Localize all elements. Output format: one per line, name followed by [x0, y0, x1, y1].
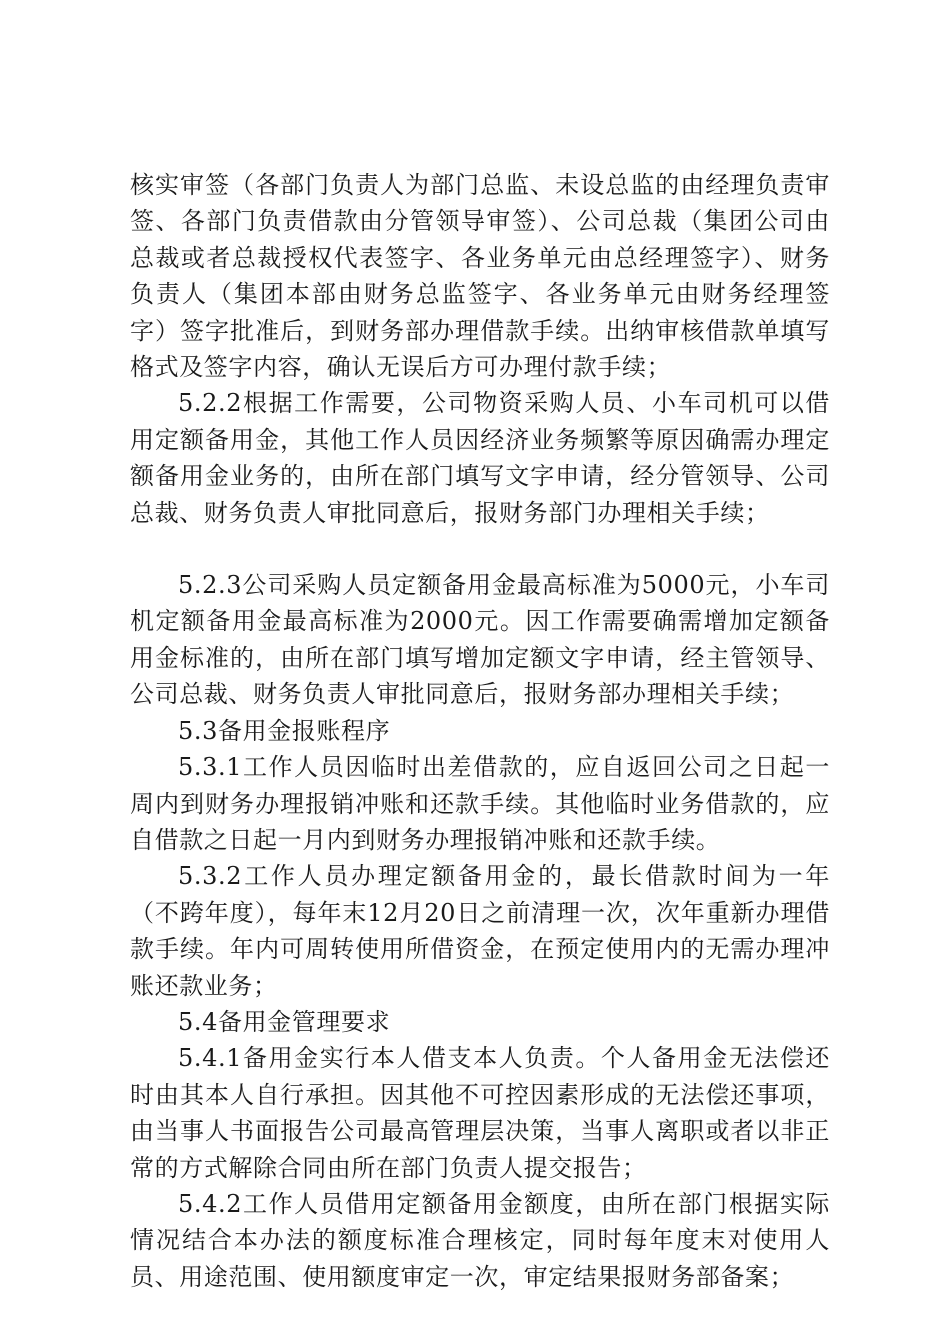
paragraph-5-4-1: 5.4.1备用金实行本人借支本人负责。个人备用金无法偿还时由其本人自行承担。因其他不可控因素形成的无法偿还事项，由当事人书面报告公司最高管理层决策，当事人离职或者以非正常的方式解除合同由所在部门负责人提交报告； — [130, 1044, 830, 1182]
paragraph-5-2-3: 5.2.3公司采购人员定额备用金最高标准为5000元，小车司机定额备用金最高标准为2000元。因工作需要确需增加定额备用金标准的，由所在部门填写增加定额文字申请，经主管领导、公司总裁、财务负责人审批同意后，报财务部办理相关手续； — [130, 571, 830, 709]
section-heading-5-4: 5.4备用金管理要求 — [178, 1007, 391, 1036]
section-heading-5-3: 5.3备用金报账程序 — [178, 716, 391, 745]
paragraph-5-4-2: 5.4.2工作人员借用定额备用金额度，由所在部门根据实际情况结合本办法的额度标准合理核定，同时每年度末对使用人员、用途范围、使用额度审定一次，审定结果报财务部备案； — [130, 1189, 830, 1291]
paragraph-5-2-2: 5.2.2根据工作需要，公司物资采购人员、小车司机可以借用定额备用金，其他工作人员因经济业务频繁等原因确需办理定额备用金业务的，由所在部门填写文字申请，经分管领导、公司总裁、财务负责人审批同意后，报财务部门办理相关手续； — [130, 389, 830, 527]
paragraph-5-3-2: 5.3.2工作人员办理定额备用金的，最长借款时间为一年（不跨年度），每年末12月20日之前清理一次，次年重新办理借款手续。年内可周转使用所借资金，在预定使用内的无需办理冲账还款业务； — [130, 862, 830, 1000]
paragraph-approval-continuation: 核实审签（各部门负责人为部门总监、未设总监的由经理负责审签、各部门负责借款由分管领导审签）、公司总裁（集团公司由总裁或者总裁授权代表签字、各业务单元由总经理签字）、财务负责人（集团本部由财务总监签字、各业务单元由财务经理签字）签字批准后，到财务部办理借款手续。出纳审核借款单填写格式及签字内容，确认无误后方可办理付款手续； — [130, 171, 830, 382]
document-body — [130, 167, 830, 1295]
paragraph-5-3-1: 5.3.1工作人员因临时出差借款的，应自返回公司之日起一周内到财务办理报销冲账和还款手续。其他临时业务借款的，应自借款之日起一月内到财务办理报销冲账和还款手续。 — [130, 753, 830, 854]
paragraph-spacer — [130, 531, 830, 567]
